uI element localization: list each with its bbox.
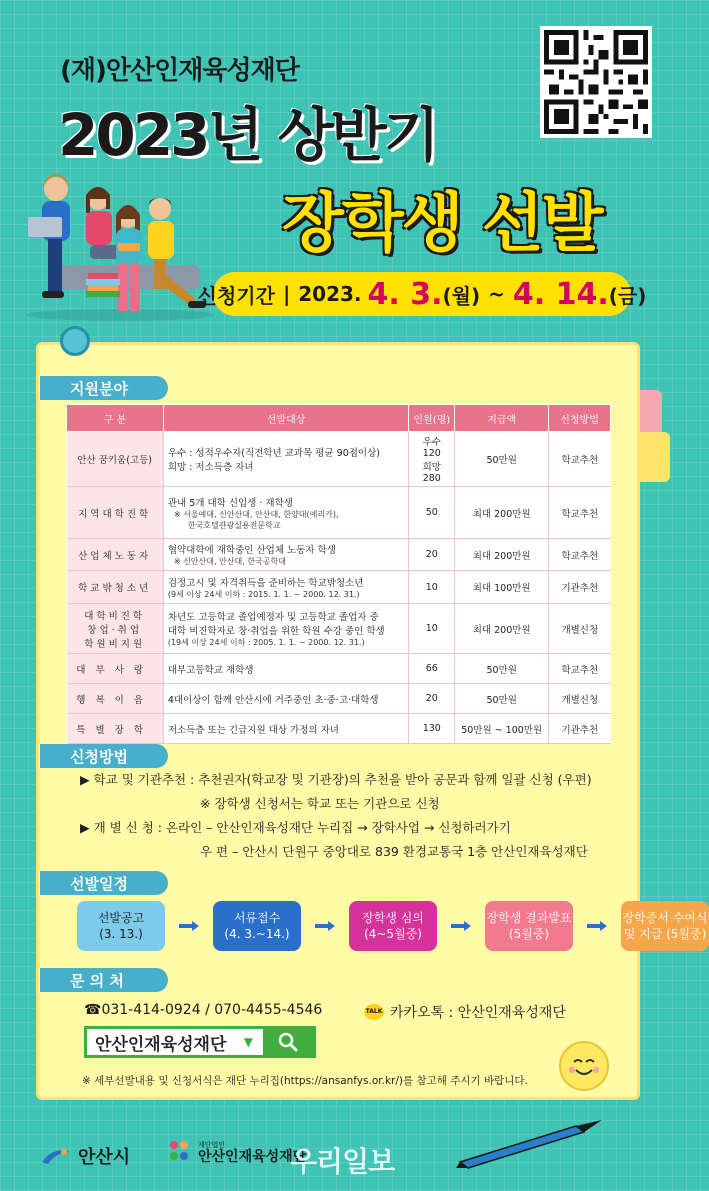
kakao-label: 카카오톡 : 안산인재육성재단 (390, 1005, 566, 1021)
pen-icon (456, 1118, 606, 1168)
row-count: 20 (409, 684, 455, 714)
target-line: (9세 이상 24세 이하 : 2015. 1. 1. ~ 2000. 12. 31.) (167, 589, 360, 599)
row-category: 행복이음 (67, 684, 164, 714)
period-label: 신청기간 (197, 283, 275, 308)
target-line: 한국호텔관광실용전문학교 (187, 520, 281, 530)
target-line: 관내 5개 대학 신입생 · 재학생 (167, 497, 293, 509)
step-title: 서류접수 (233, 911, 281, 925)
row-category: 지역대학진학 (67, 487, 164, 539)
step-title: 장학생 심의 (362, 911, 424, 925)
table-header-row (67, 405, 611, 432)
apply-line-school: ▶ 학교 및 기관추천 : 추천권자(학교장 및 기관장)의 추천을 받아 공문과 함께 일괄 신청 (우편) (80, 772, 592, 787)
step-document-submission (213, 901, 301, 951)
table-row (67, 571, 611, 604)
smiley-pin-icon (558, 1040, 610, 1092)
target-line: 차년도 고등학교 졸업예정자 및 고등학교 졸업자 중 (167, 612, 379, 623)
ansan-city-logo (40, 1143, 130, 1169)
apply-line-mail: 우 편 – 안산시 단원구 중앙대로 839 환경교통국 1층 안산인재육성재단 (200, 844, 588, 859)
row-category: 산업체노동자 (67, 539, 164, 571)
schedule-steps (77, 901, 709, 951)
step-date: 및 지급 (5월중) (623, 927, 707, 941)
row-category: 학교밖청소년 (67, 571, 164, 604)
row-target (163, 539, 408, 571)
step-announcement (77, 901, 165, 951)
period-start-date: 4. 3. (367, 276, 443, 312)
col-target: 선발대상 (163, 405, 408, 432)
period-end-day: (금) (608, 283, 647, 308)
title-line-1: 2023년 상반기 (58, 101, 437, 169)
step-title: 장학생 결과발표 (486, 911, 572, 925)
row-count: 66 (409, 654, 455, 684)
row-count: 50 (409, 487, 455, 539)
table-row (67, 432, 611, 487)
row-method: 기관추천 (549, 571, 611, 604)
count-line: 우수 120 (422, 437, 441, 459)
count-line: 희망 280 (422, 462, 441, 484)
foundation-name: 안산인재육성재단 (198, 1149, 307, 1165)
foundation-emblem-icon (166, 1138, 192, 1164)
table-row (67, 684, 611, 714)
arrow-right-icon (451, 921, 471, 931)
step-date: (3. 13.) (99, 927, 143, 941)
row-amount: 50만원 (455, 684, 549, 714)
row-count: 10 (409, 604, 455, 654)
table-row (67, 654, 611, 684)
organizer-name: (재)안산인재육성재단 (60, 56, 299, 86)
step-ceremony (621, 901, 709, 951)
row-target (163, 487, 408, 539)
row-amount: 50만원 (455, 654, 549, 684)
period-year: 2023. (298, 282, 362, 306)
title-line-2: 장학생 선발 (282, 187, 602, 261)
row-amount: 최대 200만원 (455, 604, 549, 654)
target-line: ※ 신안산대, 안산대, 한국공학대 (173, 557, 286, 566)
dropdown-triangle-icon[interactable]: ▼ (243, 1035, 253, 1049)
contact-phone[interactable]: ☎031-414-0924 / 070-4455-4546 (84, 1002, 323, 1018)
row-category: 안산 꿈키움(고등) (67, 432, 164, 487)
target-line: ※ 서울예대, 신안산대, 안산대, 한양대(에리카), (173, 509, 339, 519)
application-period-banner (197, 272, 647, 316)
step-title: 선발공고 (97, 911, 145, 925)
category-line: 대학비진학 (84, 610, 146, 622)
row-method: 개별신청 (549, 604, 611, 654)
row-method: 학교추천 (549, 654, 611, 684)
row-target: 4대이상이 함께 안산시에 거주중인 초·중·고·대학생 (163, 684, 408, 714)
row-count (409, 432, 455, 487)
search-button[interactable] (263, 1029, 313, 1055)
row-category (67, 604, 164, 654)
section-support-fields: 지원분야 (40, 376, 168, 400)
period-tilde: ~ (488, 282, 505, 306)
table-row (67, 604, 611, 654)
target-line: 대학 비진학자로 창·취업을 위한 학원 수강 중인 학생 (167, 626, 385, 637)
period-start-day: (월) (442, 283, 481, 308)
arrow-right-icon (315, 921, 335, 931)
search-query[interactable]: 안산인재육성재단 (95, 1034, 227, 1055)
support-fields-table (66, 404, 611, 744)
table-row (67, 714, 611, 744)
period-end-date: 4. 14. (512, 276, 609, 312)
apply-line-note: ※ 장학생 신청서는 학교 또는 기관으로 신청 (200, 796, 440, 811)
kakao-talk-icon: TALK (364, 1004, 384, 1020)
row-amount: 최대 200만원 (455, 539, 549, 571)
period-separator: | (282, 282, 291, 306)
footnote: ※ 세부선발내용 및 신청서식은 재단 누리집(https://ansanfys.or.kr/)를 참고해 주시기 바랍니다. (82, 1075, 528, 1087)
row-method: 개별신청 (549, 684, 611, 714)
step-result (485, 901, 573, 951)
contact-kakao[interactable] (364, 1002, 566, 1022)
category-line: 학원비지원 (84, 638, 146, 650)
table-row (67, 539, 611, 571)
row-method: 학교추천 (549, 432, 611, 487)
apply-line-individual: ▶ 개 별 신 청 : 온라인 – 안산인재육성재단 누리집 → 장학사업 → 신청하러가기 (80, 820, 511, 835)
arrow-right-icon (587, 921, 607, 931)
row-category: 특별장학 (67, 714, 164, 744)
watermark: 우리일보 (290, 1145, 395, 1178)
search-icon (278, 1032, 298, 1052)
row-amount: 50만원 (455, 432, 549, 487)
step-date: (4~5월중) (364, 927, 422, 941)
row-amount: 50만원 ~ 100만원 (455, 714, 549, 744)
foundation-type: 재단법인 (198, 1141, 226, 1149)
target-line: 협약대학에 재학중인 산업체 노동자 학생 (167, 545, 336, 556)
row-method: 기관추천 (549, 714, 611, 744)
col-count: 인원(명) (409, 405, 455, 432)
row-target (163, 571, 408, 604)
row-count: 10 (409, 571, 455, 604)
row-target: 저소득층 또는 긴급지원 대상 가정의 자녀 (163, 714, 408, 744)
step-title: 장학증서 수여식 (622, 911, 708, 925)
row-target (163, 432, 408, 487)
target-line: 검정고시 및 자격취득을 준비하는 학교밖청소년 (167, 577, 364, 589)
students-illustration (20, 165, 220, 325)
step-date: (4. 3.~14.) (224, 927, 290, 941)
step-review (349, 901, 437, 951)
target-line: 우수 : 성적우수자(직전학년 교과목 평균 90점이상) (167, 448, 380, 459)
row-target: 대부고등학교 재학생 (163, 654, 408, 684)
row-method: 학교추천 (549, 487, 611, 539)
section-contact: 문 의 처 (40, 968, 168, 992)
section-apply-method: 신청방법 (40, 744, 168, 768)
category-line: 창업·취업 (87, 624, 143, 636)
row-amount: 최대 100만원 (455, 571, 549, 604)
row-count: 20 (409, 539, 455, 571)
row-count: 130 (409, 714, 455, 744)
arrow-right-icon (179, 921, 199, 931)
table-row (67, 487, 611, 539)
ansan-city-name: 안산시 (78, 1147, 131, 1168)
section-schedule: 선발일정 (40, 871, 168, 895)
col-method: 신청방법 (549, 405, 611, 432)
row-method: 학교추천 (549, 539, 611, 571)
row-target (163, 604, 408, 654)
foundation-logo (166, 1138, 306, 1164)
flower-clip-icon (60, 326, 90, 356)
search-box[interactable] (84, 1026, 316, 1058)
target-line: 희망 : 저소득층 자녀 (167, 462, 254, 473)
row-amount: 최대 200만원 (455, 487, 549, 539)
target-line: (19세 이상 24세 이하 : 2005. 1. 1. ~ 2000. 12. 31.) (167, 638, 365, 647)
row-category: 대부사랑 (67, 654, 164, 684)
col-category: 구 분 (67, 405, 164, 432)
step-date: (5월중) (508, 927, 550, 941)
ansan-city-emblem-icon (40, 1146, 72, 1166)
col-amount: 지급액 (455, 405, 549, 432)
qr-code[interactable] (540, 26, 652, 138)
